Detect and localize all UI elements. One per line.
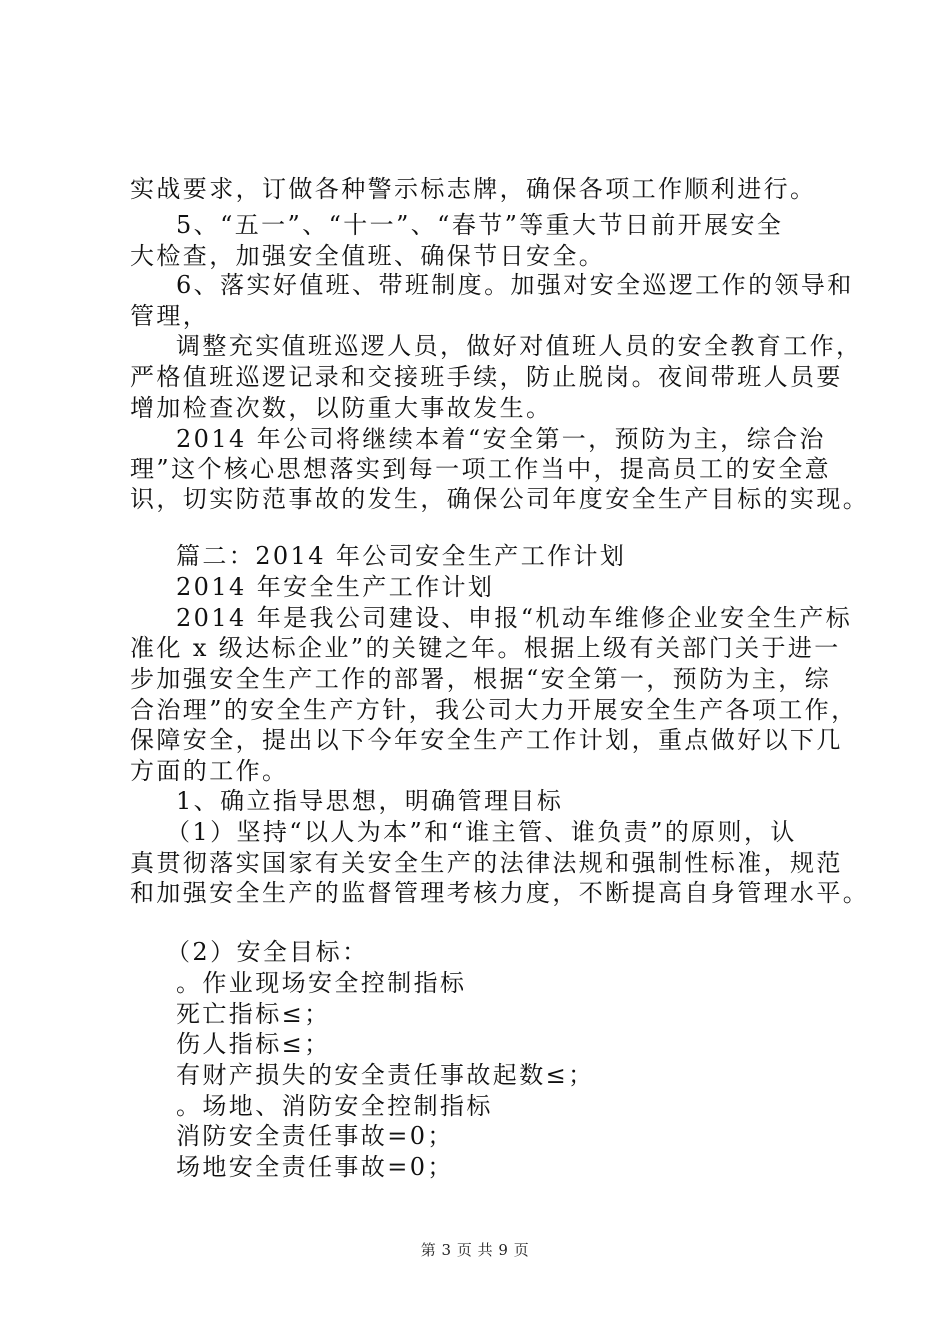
list-item: 伤人指标≤； [176, 1030, 331, 1058]
paragraph-line: 调整充实值班巡逻人员，做好对值班人员的安全教育工作， [176, 332, 863, 360]
section-subheading: 2014 年安全生产工作计划 [176, 573, 495, 601]
paragraph-line: 2014 年是我公司建设、申报“机动车维修企业安全生产标 [176, 604, 853, 632]
paragraph-line: 实战要求，订做各种警示标志牌，确保各项工作顺利进行。 [130, 175, 817, 203]
paragraph-line: 保障安全，提出以下今年安全生产工作计划，重点做好以下几 [130, 726, 843, 754]
paragraph-line: 管理， [130, 302, 210, 330]
list-item: 消防安全责任事故=0； [176, 1122, 454, 1150]
list-heading: （2）安全目标： [166, 938, 369, 966]
paragraph-line: 真贯彻落实国家有关安全生产的法律法规和强制性标准，规范 [130, 849, 843, 877]
list-heading: 1、确立指导思想，明确管理目标 [176, 787, 564, 815]
list-item: 。作业现场安全控制指标 [176, 969, 467, 997]
list-item: 死亡指标≤； [176, 1000, 331, 1028]
paragraph-line: 理”这个核心思想落实到每一项工作当中，提高员工的安全意 [130, 455, 832, 483]
paragraph-line: 步加强安全生产工作的部署，根据“安全第一，预防为主，综 [130, 665, 832, 693]
paragraph-line: 识，切实防范事故的发生，确保公司年度安全生产目标的实现。 [130, 485, 870, 513]
paragraph-line: 6、落实好值班、带班制度。加强对安全巡逻工作的领导和 [176, 271, 854, 299]
paragraph-line: 合治理”的安全生产方针，我公司大力开展安全生产各项工作， [130, 696, 858, 724]
paragraph-line: 5、“五一”、“十一”、“春节”等重大节日前开展安全 [176, 211, 784, 239]
list-item: 有财产损失的安全责任事故起数≤； [176, 1061, 595, 1089]
list-item: 。场地、消防安全控制指标 [176, 1092, 493, 1120]
list-item: 场地安全责任事故=0； [176, 1153, 454, 1181]
paragraph-line: 和加强安全生产的监督管理考核力度，不断提高自身管理水平。 [130, 879, 870, 907]
paragraph-line: 严格值班巡逻记录和交接班手续，防止脱岗。夜间带班人员要 [130, 363, 843, 391]
section-heading: 篇二：2014 年公司安全生产工作计划 [176, 542, 627, 570]
paragraph-line: 2014 年公司将继续本着“安全第一，预防为主，综合治 [176, 425, 826, 453]
paragraph-line: 大检查，加强安全值班、确保节日安全。 [130, 242, 606, 270]
paragraph-line: 增加检查次数，以防重大事故发生。 [130, 394, 553, 422]
paragraph-line: 方面的工作。 [130, 757, 289, 785]
paragraph-line: 准化 x 级达标企业”的关键之年。根据上级有关部门关于进一 [130, 634, 841, 662]
paragraph-line: （1）坚持“以人为本”和“谁主管、谁负责”的原则，认 [166, 818, 797, 846]
page-number-footer: 第 3 页 共 9 页 [420, 1241, 530, 1259]
